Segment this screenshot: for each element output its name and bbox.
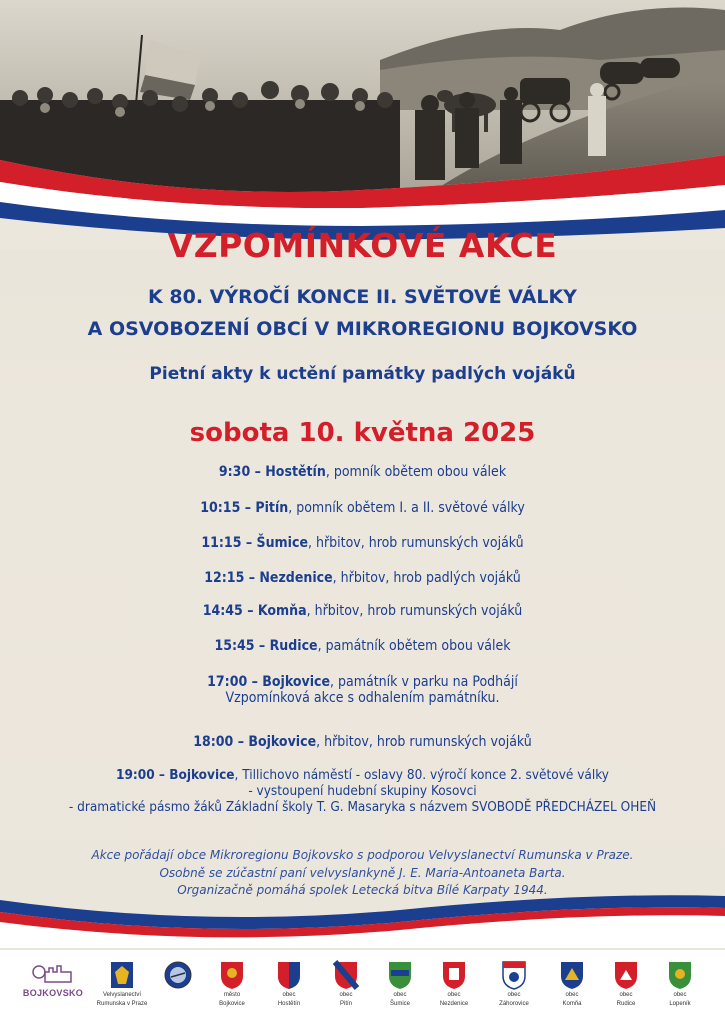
event-desc: , hřbitov, hrob rumunských vojáků <box>306 603 523 619</box>
event-time-place: 17:00 – Bojkovice <box>207 674 331 690</box>
logo-caption-1: obec <box>673 992 687 998</box>
logo-caption-2: Rudice <box>616 1001 636 1007</box>
event-item <box>0 638 725 654</box>
logo-nezdenice <box>428 960 480 1008</box>
event-desc: , hřbitov, hrob rumunských vojáků <box>308 535 524 551</box>
logo-caption-2: Rumunska v Praze <box>96 1001 148 1007</box>
event-desc: , hřbitov, hrob rumunských vojáků <box>316 734 532 750</box>
round-emblem-icon <box>163 960 193 990</box>
logo-caption-2: Nezdenice <box>439 1001 469 1007</box>
shield-icon <box>501 960 527 990</box>
logo-caption-2: Lopeník <box>669 1001 691 1007</box>
event-time-place: 18:00 – Bojkovice <box>193 734 317 750</box>
bojkovsko-logo <box>18 962 88 998</box>
logo-caption-1: obec <box>619 992 633 998</box>
logo-bojkovice <box>206 960 258 1008</box>
shield-icon <box>276 960 302 990</box>
event-desc: , pomník obětem I. a II. světové války <box>288 500 525 516</box>
logo-caption-1: obec <box>447 992 461 998</box>
footer-note-1: Akce pořádají obce Mikroregionu Bojkovsko s podporou Velvyslanectví Rumunska v Praze. <box>91 848 634 862</box>
romanian-coat-of-arms-icon <box>109 960 135 990</box>
logo-lopenik <box>654 960 706 1008</box>
event-time-place: 11:15 – Šumice <box>201 535 308 551</box>
event-item <box>0 767 725 815</box>
logo-embassy <box>96 960 148 1008</box>
footer-note-3: Organizačně pomáhá spolek Letecká bitva Bílé Karpaty 1944. <box>177 883 548 897</box>
event-extra: Vzpomínková akce s odhalením památníku. <box>225 690 500 706</box>
logo-caption-2: Hostětín <box>277 1001 301 1007</box>
event-desc: , Tillichovo náměstí - oslavy 80. výročí konce 2. světové války <box>234 767 609 783</box>
flag-wave-bottom <box>0 878 725 948</box>
shield-icon <box>219 960 245 990</box>
event-time-place: 12:15 – Nezdenice <box>204 570 333 586</box>
logo-caption-1: obec <box>565 992 579 998</box>
logo-caption-2: Pitín <box>339 1001 352 1007</box>
event-desc: , hřbitov, hrob padlých vojáků <box>332 570 521 586</box>
shield-icon <box>559 960 585 990</box>
bojkovsko-label: BOJKOVSKO <box>22 988 84 998</box>
event-item <box>0 535 725 551</box>
logo-caption-1: Velvyslanectví <box>102 992 142 998</box>
event-item <box>0 674 725 706</box>
logo-caption-2: Záhorovice <box>499 1001 529 1007</box>
event-extra-2: - dramatické pásmo žáků Základní školy T. G. Masaryka s názvem <box>68 799 472 815</box>
logo-caption-1: obec <box>393 992 407 998</box>
event-item <box>0 570 725 586</box>
event-date: sobota 10. května 2025 <box>189 418 536 448</box>
shield-icon <box>441 960 467 990</box>
logo-caption-1: obec <box>339 992 353 998</box>
event-desc: , památník obětem obou válek <box>317 638 511 654</box>
logo-caption-1: obec <box>282 992 296 998</box>
event-time-place: 15:45 – Rudice <box>214 638 318 654</box>
logo-association <box>152 960 204 990</box>
event-time-place: 9:30 – Hostětín <box>218 464 326 480</box>
event-item <box>0 500 725 516</box>
event-time-place: 10:15 – Pitín <box>200 500 289 516</box>
footer-note-2: Osobně se zúčastní paní velvyslankyně J. E. Maria-Antoaneta Barta. <box>159 866 566 880</box>
logo-rudice <box>600 960 652 1008</box>
logo-caption-1: město <box>223 992 241 998</box>
subtitle-line-1: K 80. VÝROČÍ KONCE II. SVĚTOVÉ VÁLKY <box>148 286 577 308</box>
logo-hostetin <box>263 960 315 1008</box>
event-time-place: 19:00 – Bojkovice <box>116 767 235 783</box>
subtitle-line-2: A OSVOBOZENÍ OBCÍ V MIKROREGIONU BOJKOVSKO <box>87 318 638 340</box>
logo-komna <box>546 960 598 1008</box>
shield-icon <box>613 960 639 990</box>
logo-caption-2: Komňa <box>562 1001 582 1007</box>
event-extra: - vystoupení hudební skupiny Kosovci <box>248 783 477 799</box>
logo-caption-1: obec <box>507 992 521 998</box>
event-desc: , památník v parku na Podhájí <box>330 674 518 690</box>
page-title: VZPOMÍNKOVÉ AKCE <box>167 226 558 265</box>
event-item <box>0 734 725 750</box>
event-time-place: 14:45 – Komňa <box>202 603 307 619</box>
event-show-title: SVOBODĚ PŘEDCHÁZEL OHEŇ <box>471 799 657 815</box>
event-item <box>0 464 725 480</box>
logo-zahorovice <box>488 960 540 1008</box>
castle-icon <box>31 962 75 984</box>
shield-icon <box>387 960 413 990</box>
tagline: Pietní akty k uctění památky padlých vojáků <box>149 364 576 384</box>
logo-sumice <box>374 960 426 1008</box>
event-desc: , pomník obětem obou válek <box>325 464 507 480</box>
logo-caption-2: Šumice <box>389 1001 410 1007</box>
logo-caption-2: Bojkovice <box>219 1001 245 1007</box>
logo-pitin <box>320 960 372 1008</box>
event-item <box>0 603 725 619</box>
shield-icon <box>333 960 359 990</box>
shield-icon <box>667 960 693 990</box>
